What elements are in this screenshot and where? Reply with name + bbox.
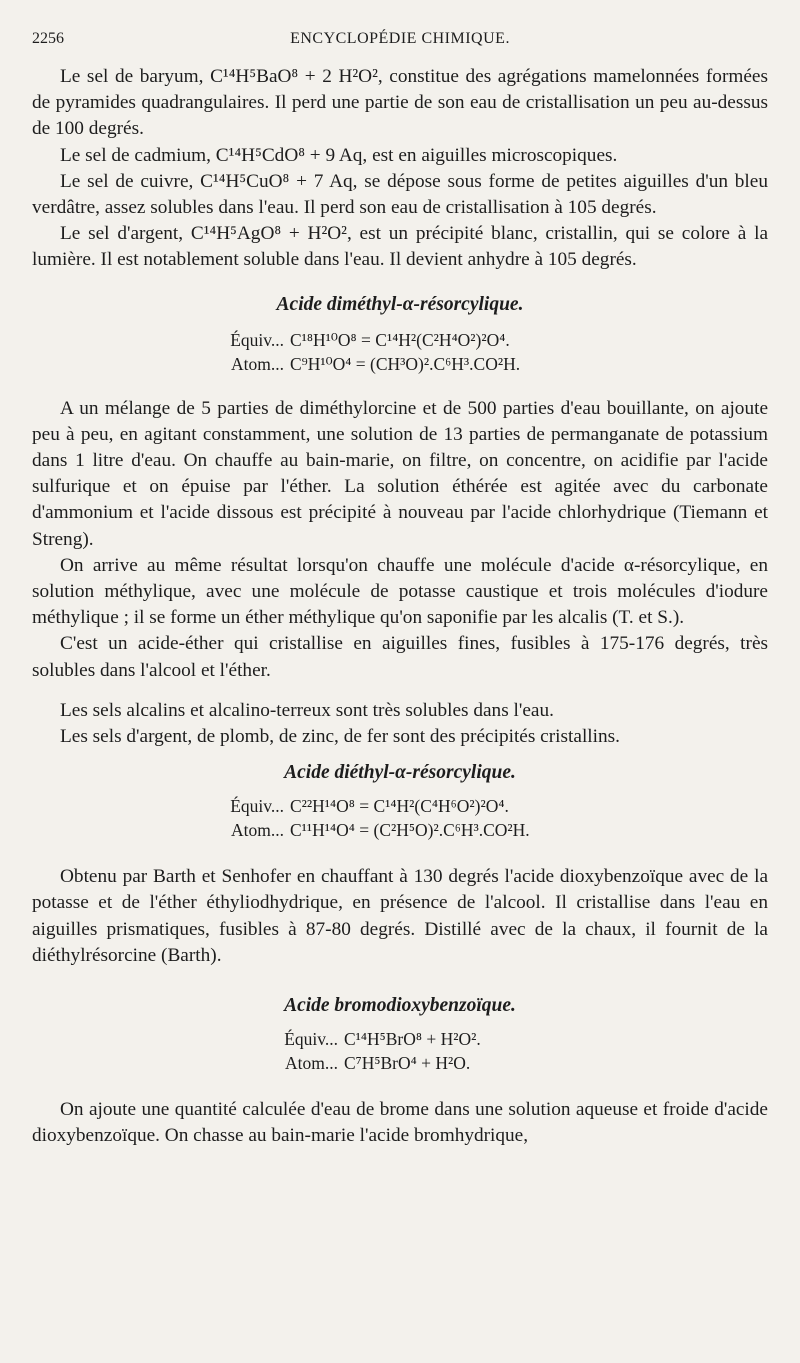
paragraph-preparation: A un mélange de 5 parties de diméthylorcine et de 500 parties d'eau bouillante, on ajoute peu à peu, en agitant constamment, une solution de 13 parties de permanganate de potassium dans 1 litre d'eau. On chauffe au bain-marie, on filtre, on concentre, on acidifie par l'acide sulfurique et on épuise par l'éther. La solution éthérée est agitée avec du carbonate d'ammonium et l'acide dissous est précipité à nouveau par l'acide chlorhydrique (Tiemann et Streng). <box>32 397 768 550</box>
formula-block-bromo <box>272 1027 768 1075</box>
paragraph-cadmium-salt: Le sel de cadmium, C¹⁴H⁵CdO⁸ + 9 Aq, est en aiguilles microscopiques. <box>60 144 618 166</box>
paragraph-alternative-preparation: On arrive au même résultat lorsqu'on chauffe une molécule d'acide α-résorcylique, en solution méthylique, avec une molécule de potasse caustique et trois molécules d'iodure méthylique ; il se forme un éther méthylique qu'on saponifie par les alcalis (T. et S.). <box>32 554 768 629</box>
paragraph-properties: C'est un acide-éther qui cristallise en aiguilles fines, fusibles à 175-176 degrés, très solubles dans l'alcool et l'éther. <box>32 633 768 681</box>
formula-label-equiv: Équiv... <box>230 796 284 817</box>
paragraph-metal-salts: Les sels d'argent, de plomb, de zinc, de fer sont des précipités cristallins. <box>60 726 620 748</box>
page-number: 2256 <box>32 30 64 47</box>
formula-equiv: C¹⁸H¹⁰O⁸ = C¹⁴H²(C²H⁴O²)²O⁴. <box>290 329 510 350</box>
section-title-dimethyl: Acide diméthyl-α-résorcylique. <box>276 293 524 315</box>
formula-label-equiv: Équiv... <box>230 329 284 350</box>
page-header <box>32 30 768 54</box>
paragraph-copper-salt: Le sel de cuivre, C¹⁴H⁵CuO⁸ + 7 Aq, se dépose sous forme de petites aiguilles d'un bleu verdâtre, assez solubles dans l'eau. Il perd son eau de cristallisation à 105 degrés. <box>32 170 768 219</box>
running-title: ENCYCLOPÉDIE CHIMIQUE. <box>290 30 510 47</box>
page-body <box>32 64 768 1149</box>
formula-row-equiv <box>218 328 768 352</box>
paragraph-alkaline-salts: Les sels alcalins et alcalino-terreux sont très solubles dans l'eau. <box>60 699 554 721</box>
section-title-bromo: Acide bromodioxybenzoïque. <box>284 995 516 1017</box>
paragraph-silver-salt: Le sel d'argent, C¹⁴H⁵AgO⁸ + H²O², est un précipité blanc, cristallin, qui se colore à la lumière. Il est notablement soluble dans l'eau. Il devient anhydre à 105 degrés. <box>32 223 768 271</box>
paragraph-barth-preparation: Obtenu par Barth et Senhofer en chauffant à 130 degrés l'acide dioxybenzoïque avec de la potasse et de l'éther éthyliodhydrique, en présence de l'alcool. Il cristallise dans l'eau en aiguilles prismatiques, fusibles à 87-80 degrés. Distillé avec de la chaux, il fournit de la diéthylrésorcine (Barth). <box>32 866 768 966</box>
formula-block-diethyl <box>218 794 768 842</box>
formula-atom: C⁷H⁵BrO⁴ + H²O. <box>344 1053 471 1074</box>
formula-row-atom <box>218 818 768 842</box>
formula-row-atom <box>272 1051 768 1075</box>
formula-row-equiv <box>272 1027 768 1051</box>
paragraph-barium-salt: Le sel de baryum, C¹⁴H⁵BaO⁸ + 2 H²O², constitue des agrégations mamelonnées formées de pyramides quadrangulaires. Il perd une partie de son eau de cristallisation un peu au-dessus de 100 degrés. <box>32 66 768 140</box>
paragraph-bromo-preparation: On ajoute une quantité calculée d'eau de brome dans une solution aqueuse et froide d'acide dioxybenzoïque. On chasse au bain-marie l'acide bromhydrique, <box>32 1099 768 1147</box>
formula-label-atom: Atom... <box>231 353 284 374</box>
formula-atom: C⁹H¹⁰O⁴ = (CH³O)².C⁶H³.CO²H. <box>290 353 521 374</box>
section-title-diethyl: Acide diéthyl-α-résorcylique. <box>284 762 516 784</box>
formula-row-atom <box>218 352 768 376</box>
formula-block-dimethyl <box>218 328 768 376</box>
formula-equiv: C¹⁴H⁵BrO⁸ + H²O². <box>344 1029 481 1050</box>
formula-row-equiv <box>218 794 768 818</box>
formula-atom: C¹¹H¹⁴O⁴ = (C²H⁵O)².C⁶H³.CO²H. <box>290 820 530 841</box>
formula-label-equiv: Équiv... <box>284 1029 338 1050</box>
formula-equiv: C²²H¹⁴O⁸ = C¹⁴H²(C⁴H⁶O²)²O⁴. <box>290 796 509 817</box>
formula-label-atom: Atom... <box>285 1053 338 1074</box>
formula-label-atom: Atom... <box>231 820 284 841</box>
